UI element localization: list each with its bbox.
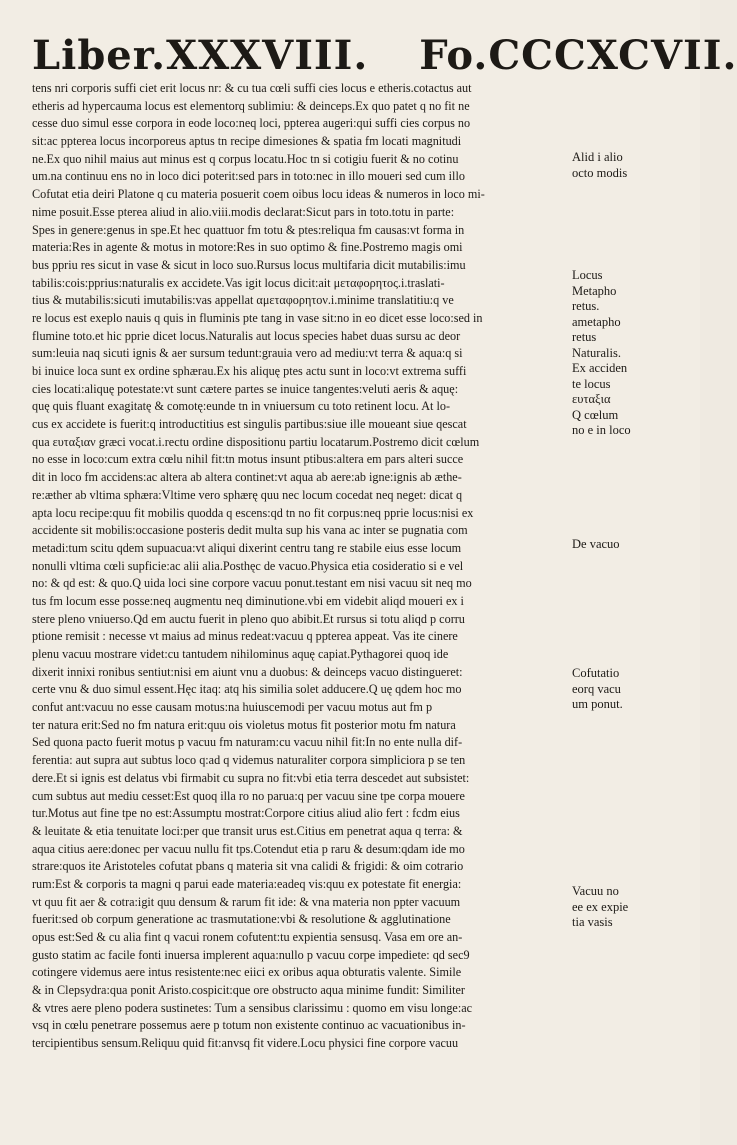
text-line: bi inuice loca sunt ex ordine sphærau.Ex his aliquę ptes actu sunt in loco:vt extrema suffi [32,364,467,378]
text-line: re:æther ab vltima sphæra:Vltime vero sphærę quu nec locum cocedat neq neget: dicat q [32,487,463,502]
text-line: dere.Et si ignis est delatus vbi firmabit cu supra no fit:vbi etia terra descedet aut subsistet: [32,770,470,785]
margin-note-line: Vacuu no [572,884,619,898]
text-line: accidente sit mobilis:occasione posteris dedit multa sup his vana ac inter se pugnatia com [32,523,468,538]
running-head [32,30,737,82]
margin-note-alid-in-alio [572,150,682,181]
margin-note-line: Cofutatio [572,666,620,680]
text-line: rum:Est & corporis ta magni q parui eade materia:eadeq vis:quu ex potestate fit energia: [32,876,462,891]
margin-note-line: ametapho [572,314,621,329]
margin-note-line: De vacuo [572,537,620,551]
text-line: tens nri corporis suffi ciet erit locus nr: & cu tua cœli suffi cies locus e etheris.cotactus aut [32,81,472,95]
margin-note-line: no e in loco [572,423,631,437]
text-line: metadi:tum scitu qdem supuacua:vt aliqui dixerint centru tang re stabile eius esse locum [32,540,462,555]
text-line: dixerit innixi ronibus sentiut:nisi em aiunt vnu a duobus: & deinceps vacuo distingueret: [32,664,463,679]
text-line: certe vnu & duo simul essent.Hęc itaq: atq his similia solet adducere.Q uę qdem hoc mo [32,682,462,697]
margin-note-line: Alid i alio [572,150,623,164]
main-text-column [32,80,562,1051]
margin-note-line: octo modis [572,165,628,180]
text-line: cies locati:aliquę potestate:vt sunt cætere partes se inuice tangentes:veluti aeris & aquę: [32,381,459,396]
text-line: vt quu fit aer & cotra:igit quu densum & rarum fit ide: & vna materia non ppter vacuum [32,894,461,909]
text-line: cus ex accidete is fuerit:q introductitius est singulis partibus:siue ille moueant siue qescat [32,417,467,432]
text-line: nonulli vltima cœli supficie:ac alii alia.Posthęc de vacuo.Physica etia cosideratio si e vel [32,558,464,573]
text-line: confut ant:vacuu no esse causam motus:na huiuscemodi per vacuu motus aut fm p [32,700,433,715]
text-line: tur.Motus aut fine tpe no est:Assumptu mostrat:Corpore citius aliud alio fert : fcdm eius [32,806,460,821]
text-line: flumine toto.et hic pprie dicet locus.Naturalis aut locus species habet duas sursu ac deor [32,328,461,343]
text-line: Cofutat etia deiri Platone q cu materia posuerit coem oibus locu ideas & numeros in loco mi- [32,187,485,202]
text-line: gusto statim ac facile fonti inuersa implerent aqua:nullo p vacuu corpe impediete: qd sec9 [32,947,470,962]
text-line: qua ευταξιαν græci vocat.i.rectu ordine dispositionu partiu locatarum.Postremo dicit cœlum [32,434,480,449]
text-line: etheris ad hypercauma locus est elementorq sublimiu: & deinceps.Ex quo patet q no fit ne [32,98,470,113]
text-line: nime posuit.Esse pterea aliud in alio.viii.modis declarat:Sicut pars in toto.totu in parte: [32,204,455,219]
margin-note-de-vacuo [572,537,682,553]
folio-number: Fo.CCCXCVII. [419,32,737,79]
margin-note-line: ευταξια [572,392,611,406]
text-line: ne.Ex quo nihil maius aut minus est q corpus locatu.Hoc tn si cotigiu fuerit & no cotinu [32,151,459,166]
text-line: strare:quos ite Aristoteles cofutat pbans q materia sit vna calidi & frigidi: & oim cotrario [32,859,464,874]
text-line: no esse in loco:cum extra cœlu nihil fit:tn motus insunt ptibus:altera em pars alteri succe [32,452,464,467]
text-line: fuerit:sed ob corpum generatione ac trasmutatione:vbi & resolutione & agglutinatione [32,912,451,927]
text-line: cum subtus aut mediu cesset:Est quoq illa ro no parua:q per vacuu sine tpe corpa mouere [32,788,465,803]
margin-note-line: retus. [572,299,600,313]
margin-note-line: Metapho [572,283,617,298]
margin-note-line: Naturalis. [572,345,621,360]
text-line: stere pleno vniuerso.Qd em auctu fuerit in pleno quo abibit.Et rursus si totu aliqd p corru [32,611,465,626]
text-line: & vtres aere pleno podera sustinetes: Tum a sensibus clarissimu : quomo em visu longe:ac [32,1000,473,1015]
text-line: um.na continuu ens no in loco dici poterit:sed pars in toto:nec in illo moueri sed cum illo [32,169,465,184]
margin-note-line: um ponut. [572,697,623,711]
margin-note-line: ee ex expie [572,899,629,914]
margin-note-line: tia vasis [572,915,613,929]
margin-note-line: te locus [572,376,611,391]
margin-note-line: Ex acciden [572,361,628,375]
text-line: sum:leuia naq sicuti ignis & aer sursum tedunt:grauia vero ad mediu:vt terra & aqua:q si [32,346,463,361]
text-line: ptione remisit : necesse vt maius ad minus redeat:vacuu q ppterea appeat. Vas ite cinere [32,629,458,644]
text-line: ferentia: aut supra aut subtus loco q:ad q videmus naturaliter corpora simpliciora p se ten [32,753,466,768]
text-line: tabilis:cois:pprius:naturalis ex accidete.Vas igit locus dicit:ait μεταφορητος.i.traslati- [32,275,445,290]
margin-note-locus [572,268,682,439]
text-line: cotingere videmus aere intus resistente:nec eiici ex oribus aqua obturatis valente. Simile [32,965,462,980]
text-line: dit in loco fm accidens:ac altera ab altera continet:vt aqua ab aere:ab igne:ignis ab æthe- [32,470,462,485]
text-line: & in Clepsydra:qua ponit Aristo.cospicit:que ore obstructo aqua minime fundit: Similiter [32,983,465,998]
text-line: Spes in genere:genus in spe.Et hec quattuor fm totu & ptes:reliqua fm causas:vt forma in [32,222,465,237]
text-line: apta locu recipe:quu fit mobilis quodda q escens:qd tn no fit corpus:neq pprie locus:nisi ex [32,505,474,520]
text-line: bus ppriu res sicut in vase & sicut in loco suo.Rursus locus multifaria dicit mutabilis:imu [32,257,466,272]
text-line: tius & mutabilis:sicuti imutabilis:vas appellat αμεταφορητον.i.minime translatitiu:q ve [32,293,454,308]
text-line: no: & qd est: & quo.Q uida loci sine corpore vacuu ponut.testant em nisi vacuu sit neq mo [32,576,472,591]
text-line: cesse duo simul esse corpora in eode loco:neq loci, ppterea augeri:qui suffi cies corpus no [32,116,471,131]
text-line: quę quis fluant exagitatę & comotę:eunde tn in vniuersum cu toto retinent locu. At lo- [32,399,450,414]
margin-note-line: eorq vacu [572,681,621,696]
text-line: plenu vacuu mostrare videt:cu tantudem nihilominus aquę capiat.Pythagorei quoq ide [32,647,449,661]
margin-note-line: Q cœlum [572,407,619,422]
text-line: tercipientibus sensum.Reliquu quid fit:anvsq fit videre.Locu physici fine corpore vacuu [32,1036,459,1051]
text-line: materia:Res in agente & motus in motore:Res in suo optimo & fine.Postremo magis omi [32,240,463,255]
margin-note-vacuum-vasis [572,884,682,931]
book-number-title: Liber.XXXVIII. [32,32,369,79]
text-line: re locus est exeplo nauis q quis in fluminis pte tang in vase sit:no in eo dicet esse loco:sed in [32,310,483,325]
margin-note-line: Locus [572,268,603,282]
margin-note-cofutatio [572,666,682,713]
margin-note-line: retus [572,330,597,344]
text-line: aqua citius aere:donec per vacuu nullu fit tps.Cotendut etia p raru & desum:qdam ide mo [32,841,465,856]
text-line: opus est:Sed & cu alia fint q vacui ronem cofutent:tu expientia sensusq. Vasa em ore an- [32,930,463,944]
text-line: vsq in cœlu penetrare possemus aere p totum non existente continuo ac vacuationibus in- [32,1018,466,1033]
text-line: tus fm locum esse posse:neq augmentu neq diminutione.vbi em videbit aliqd moueri ex i [32,593,464,608]
text-line: & leuitate & etia tenuitate loci:per que transit urus est.Citius em penetrat aqua q terra: & [32,823,463,838]
text-line: sit:ac ppterea locus incorporeus aptus tn recipe dimesiones & spatia fm locati magnitudi [32,134,462,149]
text-line: ter natura erit:Sed no fm natura erit:quu ois violetus motus fit posterior motu fm natura [32,717,456,732]
text-line: Sed quona pacto fuerit motus p vacuu fm naturam:cu vacuu nihil fit:In no ente nulla dif- [32,735,463,750]
